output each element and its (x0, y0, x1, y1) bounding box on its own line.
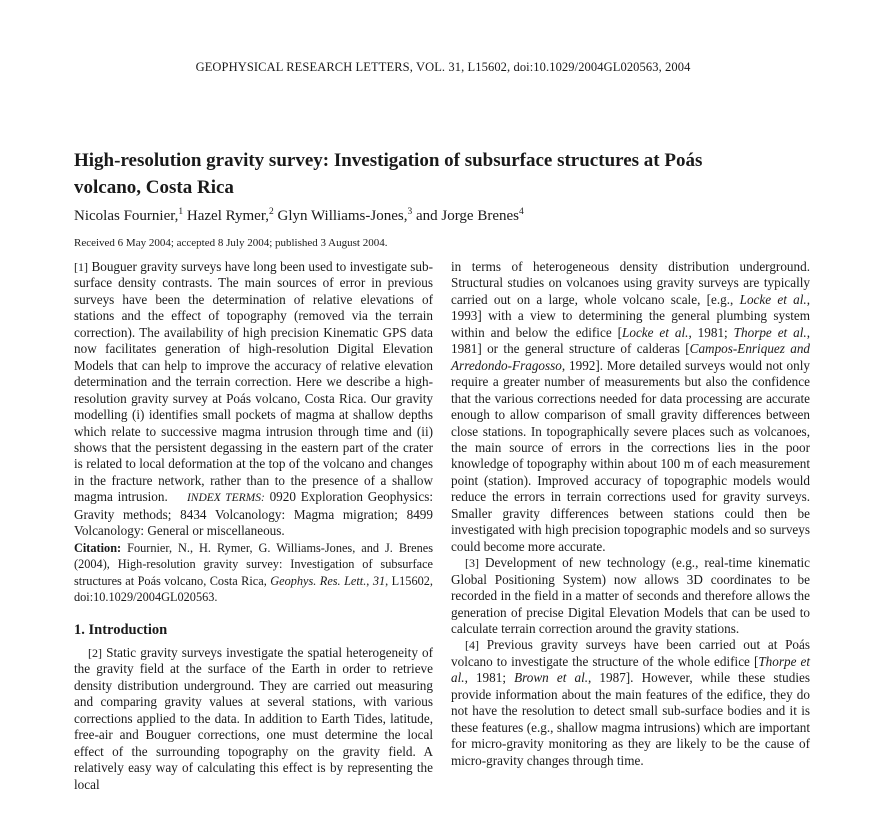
affiliation-mark: 3 (407, 207, 413, 217)
abstract-paragraph (74, 259, 433, 540)
intro-paragraph-continued (451, 259, 810, 555)
paragraph-text: Development of new technology (e.g., real-time kinematic Global Positioning System) now allows 3D coordinates to be recorded in the field in a matter of seconds and therefore allows the generation of precise Digital Elevation Models that can be used to calculate terrain correction around the gravity stations. (451, 555, 810, 636)
author-name: Hazel Rymer, (186, 208, 269, 224)
right-column (451, 259, 810, 769)
intro-paragraph (74, 645, 433, 793)
author-name: and Jorge Brenes (415, 208, 519, 224)
paragraph-text: , 1992]. More detailed surveys would not only require a greater number of measurements but also the confidence that the various corrections needed for data processing are accurate enough to allow comparison of small gravity differences between close stations. In topographically severe places such as volcanoes, the main source of errors in the corrections lies in the poor knowledge of topography within about 100 m of each measurement point (station). Improved accuracy of topographic models would reduce the errors in terrain corrections used for gravity surveys. Smaller gravity differences between stations could then be investigated with high precision topographic models and so surveys could become more accurate. (451, 357, 810, 554)
journal-header: GEOPHYSICAL RESEARCH LETTERS, VOL. 31, L15602, doi:10.1029/2004GL020563, 2004 (195, 60, 691, 74)
left-column (74, 259, 433, 793)
reference: Campos-Enriquez and Arredondo-Fragosso (451, 341, 811, 373)
affiliation-mark: 1 (178, 207, 184, 217)
paragraph-number: [1] (74, 260, 88, 274)
citation-volume: 31 (372, 573, 386, 588)
citation-text: Fournier, N., H. Rymer, G. Williams-Jones, and J. Brenes (2004), High-resolution gravity survey: Investigation of subsurface structures at Poás volcano, Costa Rica, (74, 540, 433, 588)
paragraph-text: , 1987]. However, while these studies provide information about the main features of the edifice, they do not have the resolution to detect small sub-surface bodies and it is these features (e.g., shallow magma intrusions) which are important for micro-gravity monitoring as they are likely to be the cause of micro-gravity changes through time. (451, 670, 810, 768)
index-terms-label: INDEX TERMS: (186, 492, 265, 505)
citation: Citation: Fournier, N., H. Rymer, G. Williams-Jones, and J. Brenes (2004), High-resolution gravity survey: Investigation of subsurface structures at Poás volcano, Costa Rica, Geophys. Res. Lett., 31, L15602, doi:10.1029/2004GL020563. (74, 540, 433, 605)
reference: Brown et al. (514, 670, 589, 686)
section-heading: 1. Introduction (74, 621, 168, 638)
paragraph-text: , 1993] with a view to determining the general plumbing system within and below the edifice [ (451, 291, 811, 340)
paragraph-text: , 1981; (688, 324, 728, 340)
paragraph-text: , 1981] or the general structure of calderas [ (451, 324, 811, 357)
paragraph-text: Previous gravity surveys have been carried out at Poás volcano to investigate the structure of the whole edifice [ (451, 637, 810, 669)
paragraph-text: in terms of heterogeneous density distribution underground. Structural studies on volcanoes using gravity surveys are typically carried out on a large, whole volcano scale, [e.g., (451, 259, 810, 307)
affiliation-mark: 4 (518, 207, 524, 217)
paragraph-number: [3] (465, 556, 479, 571)
citation-journal: Geophys. Res. Lett. (270, 573, 367, 588)
reference: Thorpe et al. (733, 324, 807, 340)
affiliation-mark: 2 (269, 207, 274, 217)
author-list (74, 207, 524, 225)
citation-doi: , L15602, doi:10.1029/2004GL020563. (74, 573, 433, 605)
paragraph-text: Static gravity surveys investigate the spatial heterogeneity of the gravity field at the surface of the Earth in order to retrieve density distribution underground. They are carried out measuring and comparing gravity values at several stations, with various corrections applied to the data. In addition to Earth Tides, latitude, free-air and Bouguer corrections, one must determine the local effect of the surrounding topography on the gravity field. A relatively easy way of calculating this effect is by representing the local (74, 644, 434, 792)
intro-paragraph (451, 555, 810, 637)
reference: Locke et al. (739, 291, 807, 307)
citation-label: Citation: (74, 540, 122, 555)
paragraph-number: [4] (465, 638, 479, 653)
author-name: Nicolas Fournier, (74, 208, 179, 224)
paragraph-text: , 1981; (464, 670, 506, 686)
reference: Thorpe et al. (451, 653, 811, 686)
paper-title: High-resolution gravity survey: Investigation of subsurface structures at Poás volcano, Costa Rica (74, 150, 703, 198)
paragraph-number: [2] (88, 645, 102, 660)
abstract-text: Bouguer gravity surveys have long been used to investigate sub-surface density contrasts. The main sources of error in previous surveys have been the determination of relative elevations of stations and the effect of topography (removed via the terrain correction). The availability of high precision Kinematic GPS data now facilitates generation of high-resolution Digital Elevation Models that can help to improve the accuracy of relative elevation determination and the terrain correction. Here we describe a high-resolution gravity survey at Poás volcano, Costa Rica. Our gravity modelling (i) identifies small pockets of magma at shallow depths which relate to successive magma intrusion through time and (ii) shows that the persistent degassing in the eastern part of the crater is related to local deformation at the top of the volcano and changes in the fracture network, rather than to the presence of a shallow magma intrusion. (74, 259, 433, 505)
received-dates: Received 6 May 2004; accepted 8 July 2004; published 3 August 2004. (74, 237, 388, 249)
index-terms: 0920 Exploration Geophysics: Gravity methods; 8434 Volcanology: Magma migration; 8499 Volcanology: General or miscellaneous. (74, 489, 433, 539)
intro-paragraph (451, 637, 810, 769)
author-name: Glyn Williams-Jones, (277, 208, 408, 224)
reference: Locke et al. (622, 324, 689, 340)
